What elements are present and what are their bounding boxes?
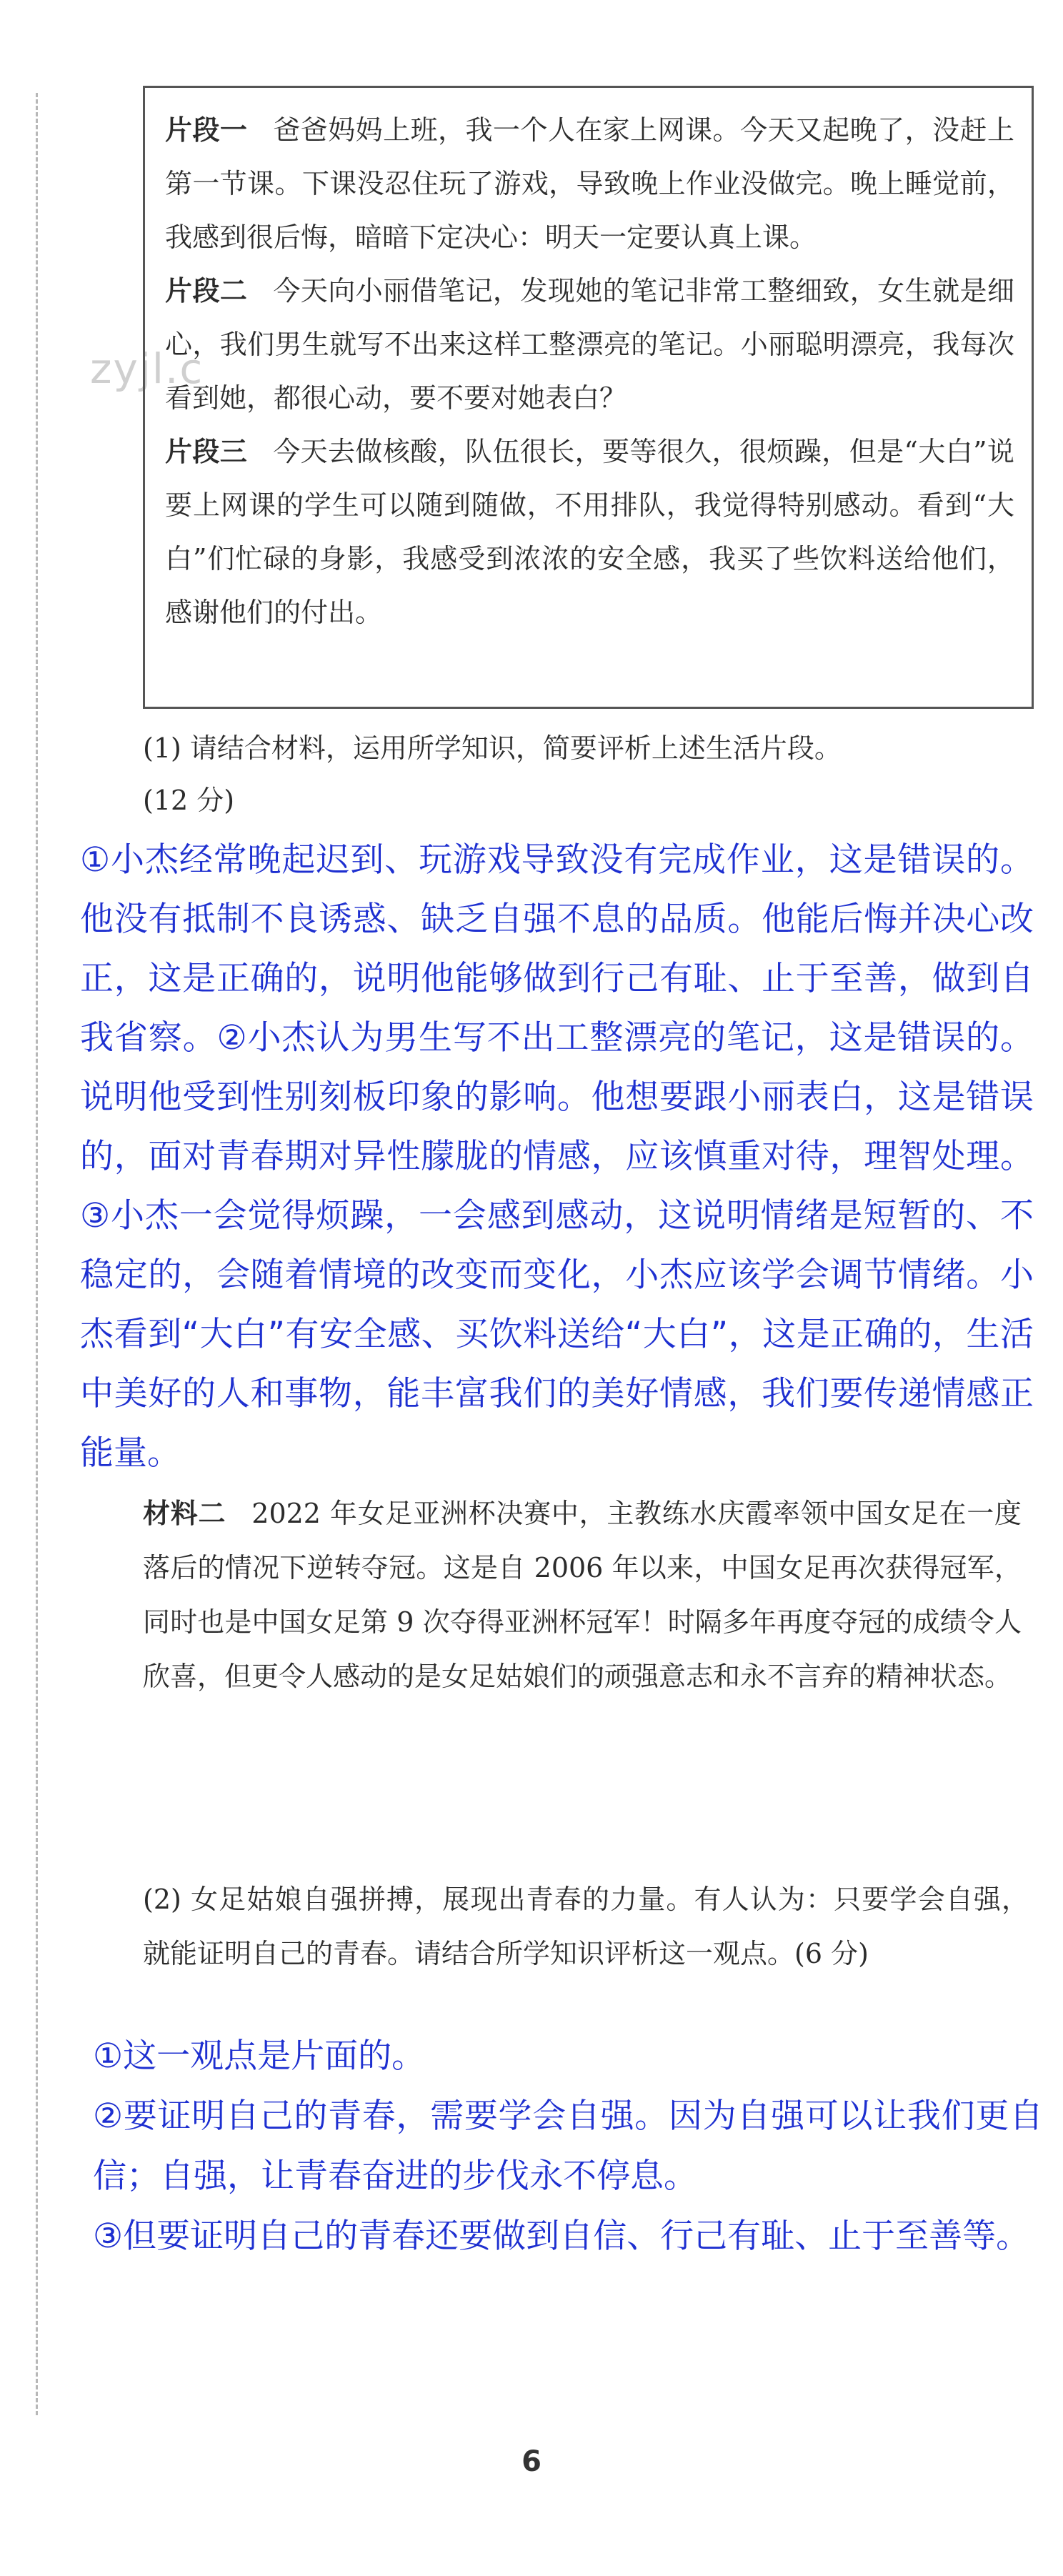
answer-2 <box>93 2027 1043 2267</box>
segment-text: 今天向小丽借笔记，发现她的笔记非常工整细致，女生就是细心，我们男生就写不出来这样工整漂亮的笔记。小丽聪明漂亮，我每次看到她，都很心动，要不要对她表白？ <box>165 275 1014 414</box>
question-1-score: (12 分) <box>143 785 235 816</box>
segment-text: 今天去做核酸，队伍很长，要等很久，很烦躁，但是“大白”说要上网课的学生可以随到随做，不用排队，我觉得特别感动。看到“大白”们忙碌的身影，我感受到浓浓的安全感，我买了些饮料送给他们，感谢他们的付出。 <box>165 436 1014 628</box>
segment-3 <box>165 425 1014 640</box>
answer-1: ①小杰经常晚起迟到、玩游戏导致没有完成作业，这是错误的。他没有抵制不良诱惑、缺乏自强不息的品质。他能后悔并决心改正，这是正确的，说明他能够做到行己有耻、止于至善，做到自我省察。②小杰认为男生写不出工整漂亮的笔记，这是错误的。说明他受到性别刻板印象的影响。他想要跟小丽表白，这是错误的，面对青春期对异性朦胧的情感，应该慎重对待，理智处理。③小杰一会觉得烦躁，一会感到感动，这说明情绪是短暂的、不稳定的，会随着情境的改变而变化，小杰应该学会调节情绪。小杰看到“大白”有安全感、买饮料送给“大白”，这是正确的，生活中美好的人和事物，能丰富我们的美好情感，我们要传递情感正能量。 <box>80 840 1034 1473</box>
material-2-label: 材料二 <box>143 1498 226 1529</box>
answer-2-point-2: ②要证明自己的青春，需要学会自强。因为自强可以让我们更自信；自强，让青春奋进的步伐永不停息。 <box>93 2097 1043 2196</box>
segment-2 <box>165 264 1014 425</box>
segment-label: 片段三 <box>165 436 248 467</box>
binding-margin-rule <box>36 93 38 2415</box>
segment-1 <box>165 104 1014 264</box>
material-box <box>143 86 1034 709</box>
answer-2-point-1: ①这一观点是片面的。 <box>93 2037 426 2076</box>
material-2 <box>143 1486 1022 1704</box>
question-1: (1) 请结合材料，运用所学知识，简要评析上述生活片段。 <box>143 732 842 764</box>
segment-label: 片段一 <box>165 114 248 146</box>
material-2-text: 2022 年女足亚洲杯决赛中，主教练水庆霞率领中国女足在一度落后的情况下逆转夺冠。这是自 2006 年以来，中国女足再次获得冠军，同时也是中国女足第 9 次夺得亚洲杯冠军！时隔多年再度夺冠的成绩令人欣喜，但更令人感动的是女足姑娘们的顽强意志和永不言弃的精神状态。 <box>143 1498 1022 1692</box>
segment-text: 爸爸妈妈上班，我一个人在家上网课。今天又起晚了，没赶上第一节课。下课没忍住玩了游戏，导致晚上作业没做完。晚上睡觉前，我感到很后悔，暗暗下定决心：明天一定要认真上课。 <box>165 114 1014 253</box>
answer-2-point-3: ③但要证明自己的青春还要做到自信、行己有耻、止于至善等。 <box>93 2217 1030 2256</box>
segment-label: 片段二 <box>165 275 248 307</box>
page-number: 6 <box>521 2445 542 2478</box>
question-2: (2) 女足姑娘自强拼搏，展现出青春的力量。有人认为：只要学会自强，就能证明自己的青春。请结合所学知识评析这一观点。(6 分) <box>143 1884 1029 1969</box>
watermark: zyjl.c <box>90 344 204 393</box>
